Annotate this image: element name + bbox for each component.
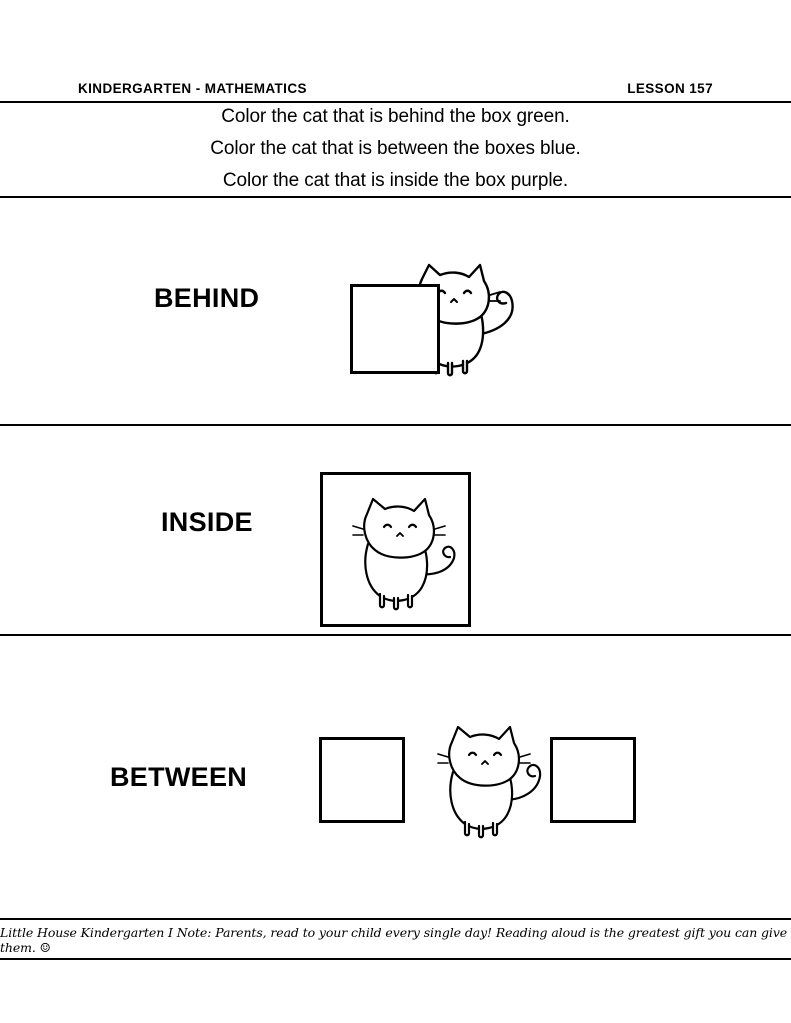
page-footer [0, 920, 791, 960]
row-label-inside: INSIDE [161, 507, 253, 537]
row-label-behind: BEHIND [154, 283, 260, 313]
box-shape-between-right [550, 737, 636, 823]
problem-row-inside [0, 426, 791, 634]
instruction-line-1: Color the cat that is behind the box green. [221, 106, 570, 127]
instructions-block [0, 104, 791, 194]
box-shape-behind [350, 284, 440, 374]
divider-footer [0, 958, 791, 960]
problem-row-behind [0, 198, 791, 424]
row-label-between: BETWEEN [110, 762, 248, 792]
box-shape-between-left [319, 737, 405, 823]
page-header [0, 74, 791, 102]
header-lesson: LESSON 157 [627, 80, 713, 96]
art-cat-inside-box [338, 488, 463, 613]
instruction-line-3: Color the cat that is inside the box purple. [222, 170, 569, 191]
footer-note: Little House Kindergarten I Note: Parents, read to your child every single day! Reading aloud is the greatest gift you can give them. ☺ [0, 925, 788, 955]
instruction-line-2: Color the cat that is between the boxes blue. [210, 138, 581, 159]
art-cat-between-boxes [420, 718, 550, 843]
problem-row-between [0, 636, 791, 918]
header-subject: KINDERGARTEN - MATHEMATICS [78, 80, 307, 96]
